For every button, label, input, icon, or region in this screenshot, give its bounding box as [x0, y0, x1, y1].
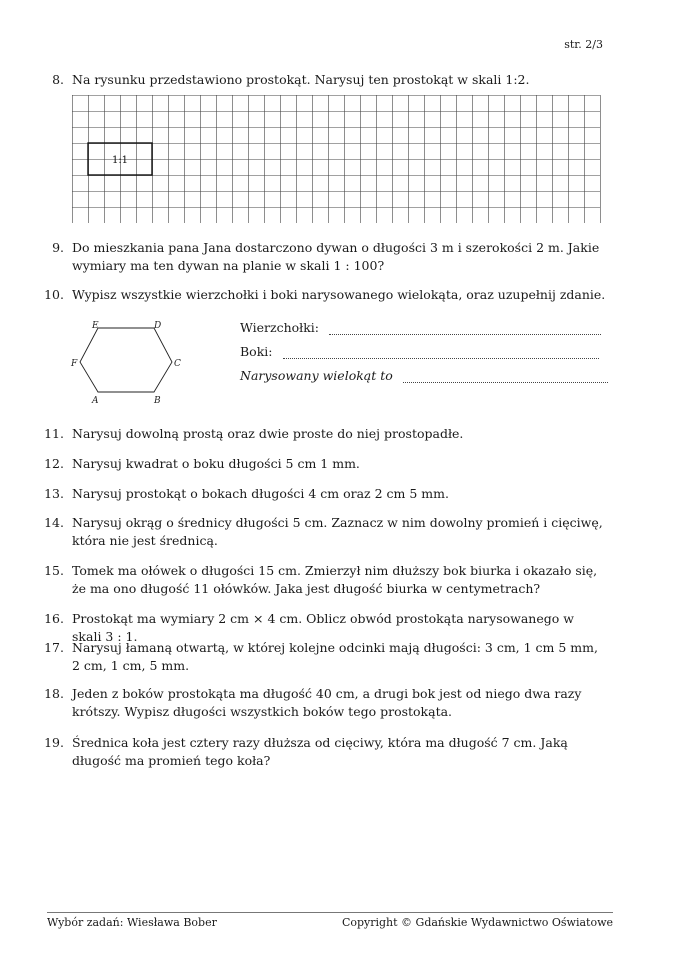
footer-divider: [47, 912, 613, 913]
task-number: 13.: [44, 486, 64, 501]
task-number: 10.: [44, 287, 64, 302]
task-number: 11.: [44, 426, 64, 441]
task-number: 19.: [44, 735, 64, 750]
task-11: [44, 425, 606, 443]
task-text: Narysuj okrąg o średnicy długości 5 cm. Zaznacz w nim dowolny promień i cięciwę, która nie jest średnicą.: [72, 515, 603, 548]
vertex-label-A: A: [92, 396, 99, 406]
page-number: str. 2/3: [564, 38, 603, 51]
task-number: 15.: [44, 563, 64, 578]
hexagon: [80, 328, 172, 392]
vertex-label-B: B: [154, 396, 161, 406]
task-text: Narysuj kwadrat o boku długości 5 cm 1 mm.: [72, 456, 360, 471]
task-14: [44, 514, 606, 550]
task-text: Średnica koła jest cztery razy dłuższa od cięciwy, która ma długość 7 cm. Jaką długość ma promień tego koła?: [72, 735, 568, 768]
task-17: [44, 639, 606, 675]
sides-answer-line[interactable]: [283, 346, 599, 359]
task-8: [52, 71, 606, 89]
vertices-row: [240, 320, 601, 335]
task-9: [52, 239, 606, 275]
task-text: Narysuj dowolną prostą oraz dwie proste do niej prostopadłe.: [72, 426, 464, 441]
square-grid: [72, 95, 604, 223]
task-10: [44, 286, 606, 304]
sides-row: [240, 344, 599, 359]
footer-copyright: Copyright © Gdańskie Wydawnictwo Oświatowe: [341, 916, 613, 929]
task-18: [44, 685, 606, 721]
task-19: [44, 734, 606, 770]
task-text: Tomek ma ołówek o długości 15 cm. Zmierzył nim dłuższy bok biurka i okazało się, że ma ono długość 11 ołówków. Jaka jest długość biurka w centymetrach?: [72, 563, 598, 596]
footer-author: Wybór zadań: Wiesława Bober: [47, 916, 217, 929]
vertex-label-F: F: [71, 359, 78, 369]
polygon-answer-line[interactable]: [403, 370, 608, 383]
sides-label: Boki:: [240, 344, 273, 359]
task-13: [44, 485, 606, 503]
grid-rectangle-label: 1:1: [111, 155, 129, 166]
task-number: 18.: [44, 686, 64, 701]
polygon-row: [240, 368, 608, 383]
task-number: 17.: [44, 640, 64, 655]
task-number: 8.: [52, 72, 64, 87]
task-number: 12.: [44, 456, 64, 471]
task-text: Narysuj prostokąt o bokach długości 4 cm oraz 2 cm 5 mm.: [72, 486, 449, 501]
task-text: Wypisz wszystkie wierzchołki i boki narysowanego wielokąta, oraz uzupełnij zdanie.: [72, 287, 606, 302]
task-15: [44, 562, 606, 598]
task-text: Na rysunku przedstawiono prostokąt. Narysuj ten prostokąt w skali 1:2.: [72, 72, 530, 87]
vertices-answer-line[interactable]: [329, 322, 601, 335]
task-number: 9.: [52, 240, 64, 255]
task-number: 16.: [44, 611, 64, 626]
task-number: 14.: [44, 515, 64, 530]
vertex-label-C: C: [174, 359, 181, 369]
polygon-label: Narysowany wielokąt to: [240, 368, 393, 383]
task-text: Narysuj łamaną otwartą, w której kolejne odcinki mają długości: 3 cm, 1 cm 5 mm, 2 cm, 1 cm, 5 mm.: [72, 640, 598, 673]
vertex-label-E: E: [92, 321, 99, 331]
vertex-label-D: D: [154, 321, 162, 331]
task-text: Jeden z boków prostokąta ma długość 40 cm, a drugi bok jest od niego dwa razy krótszy. Wypisz długości wszystkich boków tego prostokąta.: [72, 686, 582, 719]
vertices-label: Wierzchołki:: [240, 320, 319, 335]
task-12: [44, 455, 606, 473]
task-text: Do mieszkania pana Jana dostarczono dywan o długości 3 m i szerokości 2 m. Jakie wymiary ma ten dywan na planie w skali 1 : 100?: [72, 240, 600, 273]
hexagon-figure: [70, 316, 190, 408]
task-text: Prostokąt ma wymiary 2 cm × 4 cm. Oblicz obwód prostokąta narysowanego w skali 3 : 1.: [72, 611, 574, 644]
